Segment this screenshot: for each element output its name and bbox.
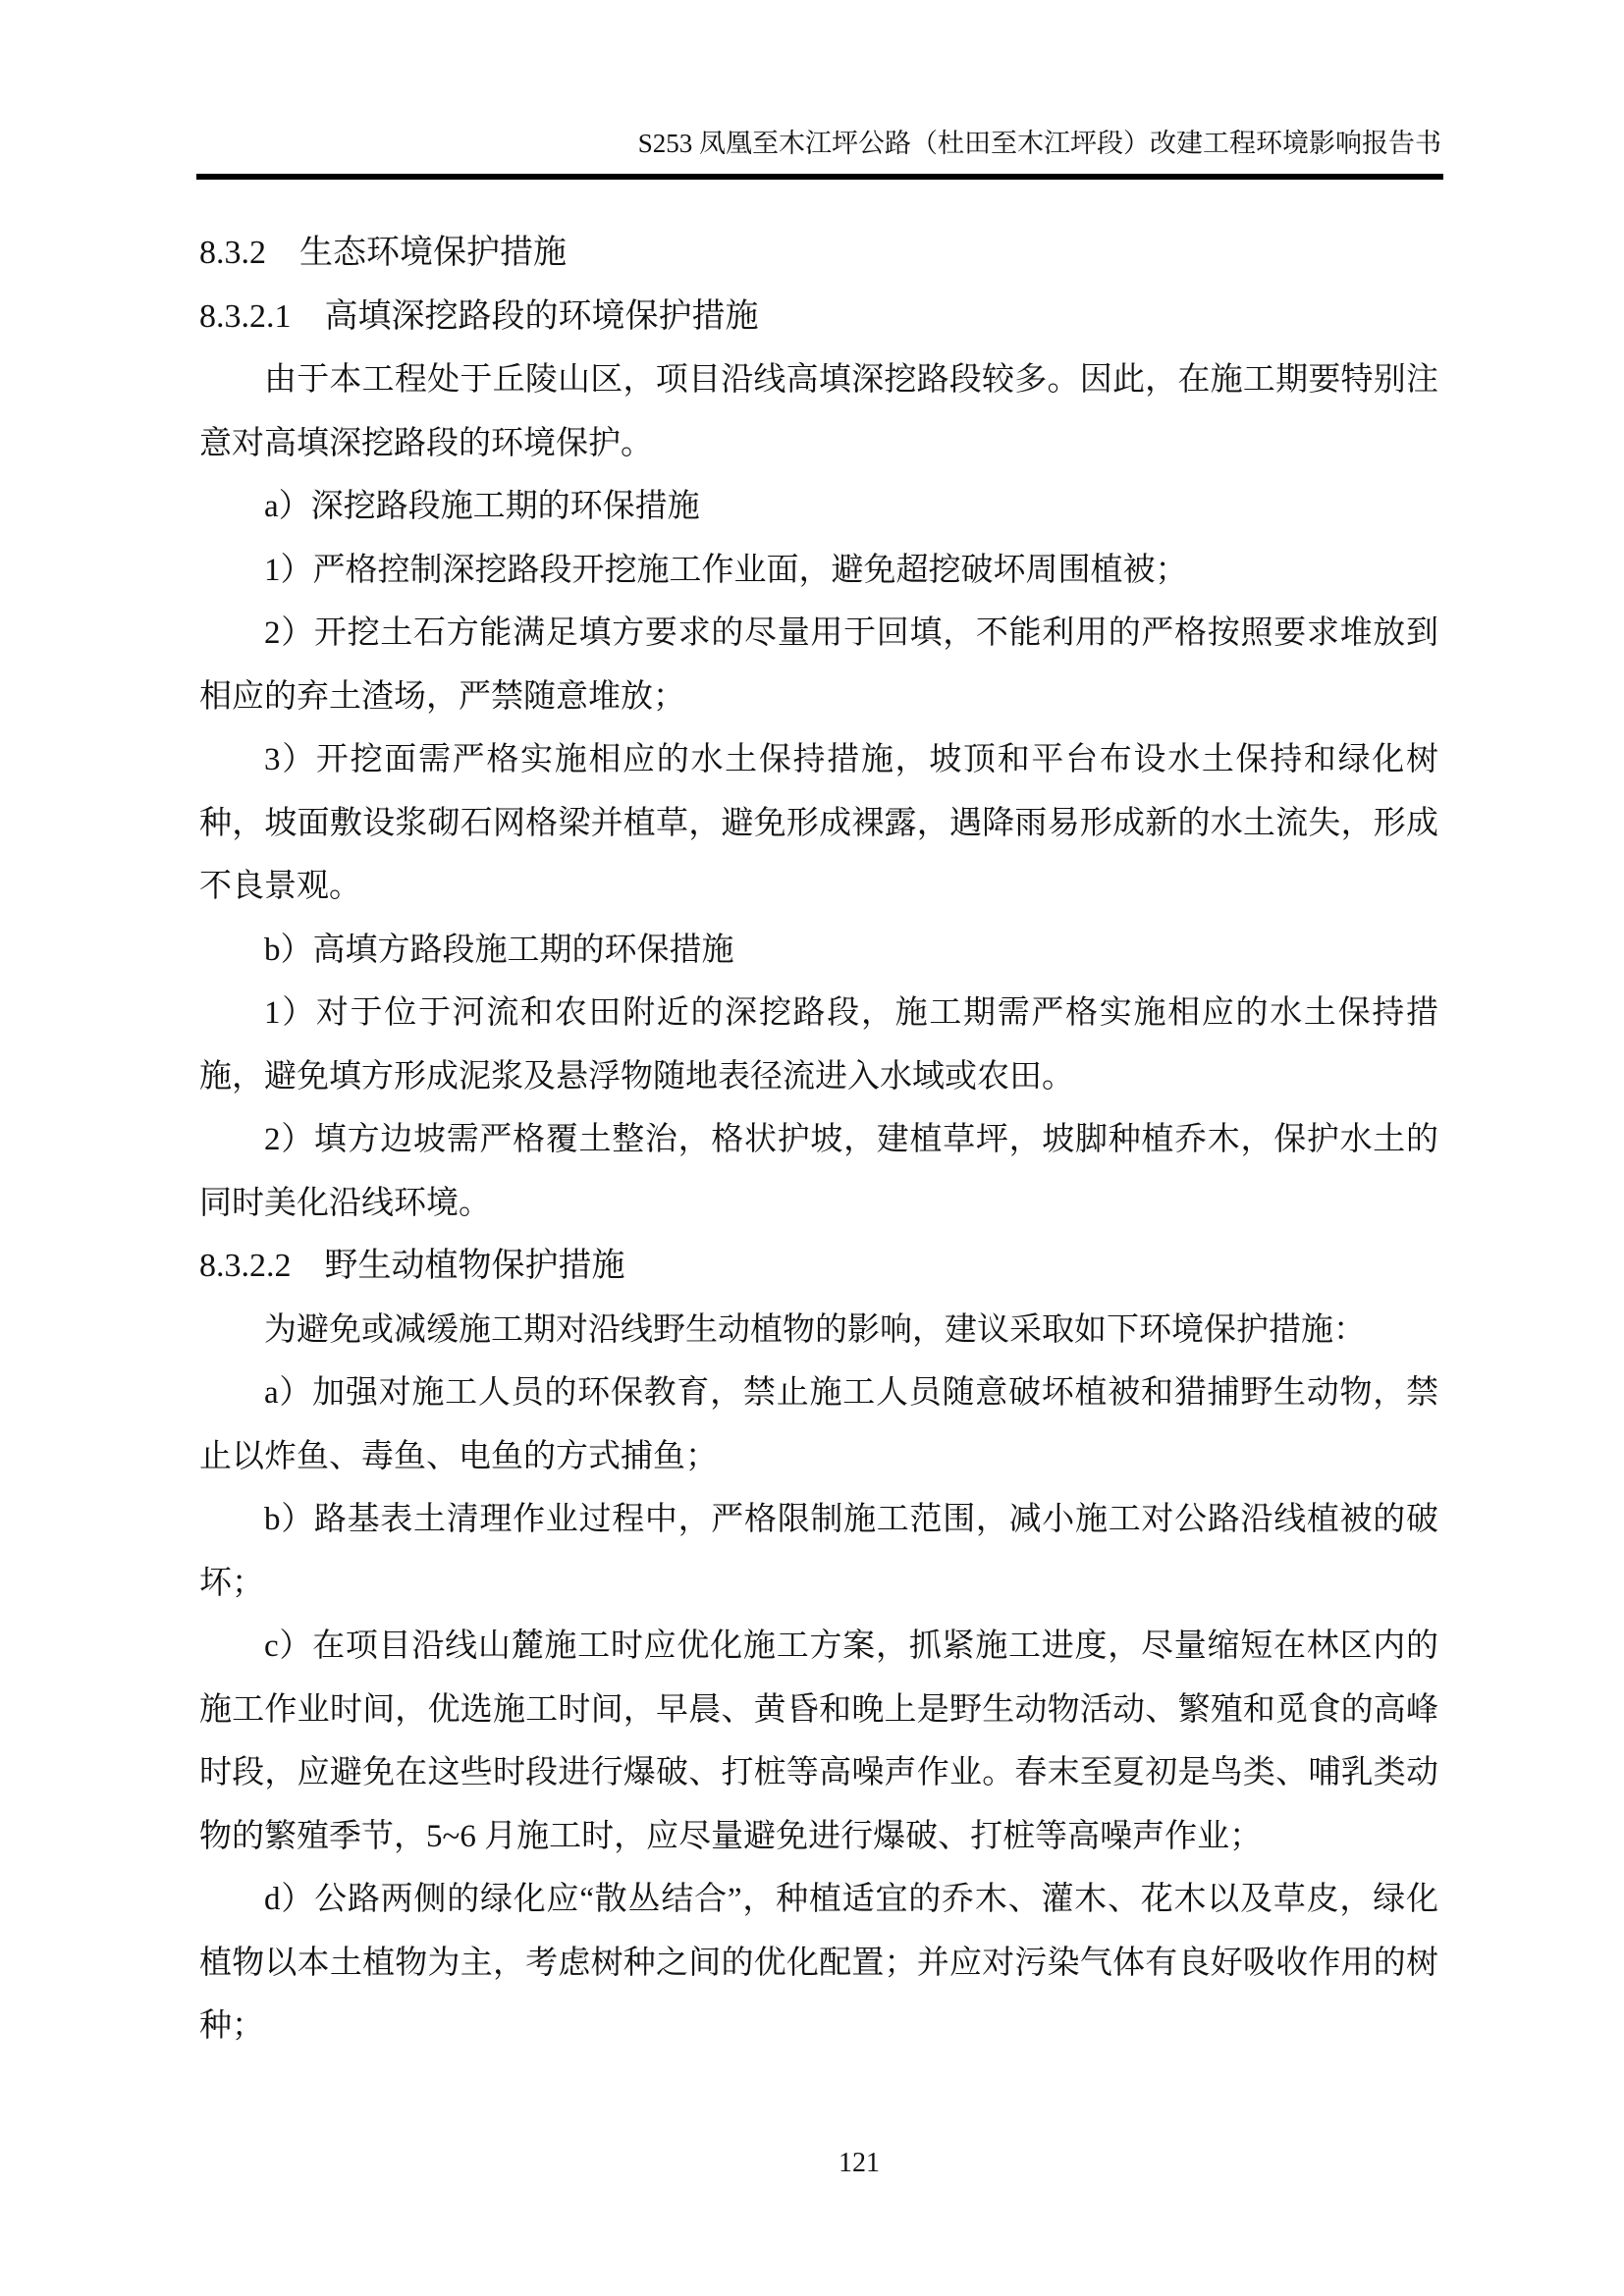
paragraph: a）加强对施工人员的环保教育，禁止施工人员随意破坏植被和猎捕野生动物，禁止以炸鱼、毒鱼、电鱼的方式捕鱼；	[199, 1375, 1438, 1474]
paragraph: b）高填方路段施工期的环保措施	[264, 932, 734, 968]
heading-number: 8.3.2.1	[199, 297, 292, 335]
heading-title: 野生动植物保护措施	[324, 1248, 625, 1284]
paragraph: 为避免或减缓施工期对沿线野生动植物的影响，建议采取如下环境保护措施：	[264, 1311, 1366, 1348]
section-heading-8-3-2-2	[199, 1235, 1438, 1299]
heading-number: 8.3.2	[199, 235, 266, 271]
heading-title: 高填深挖路段的环境保护措施	[324, 297, 759, 335]
paragraph: a）深挖路段施工期的环保措施	[264, 489, 700, 524]
paragraph: 1）对于位于河流和农田附近的深挖路段，施工期需严格实施相应的水土保持措施，避免填方形成泥浆及悬浮物随地表径流进入水域或农田。	[199, 995, 1438, 1095]
section-heading-8-3-2-1	[199, 286, 1438, 349]
paragraph: 1）严格控制深挖路段开挖施工作业面，避免超挖破坏周围植被；	[264, 552, 1188, 588]
paragraph: d）公路两侧的绿化应“散丛结合”，种植适宜的乔木、灌木、花木以及草皮，绿化植物以本土植物为主，考虑树种之间的优化配置；并应对污染气体有良好吸收作用的树种；	[199, 1882, 1438, 2044]
heading-title: 生态环境保护措施	[299, 235, 567, 271]
paragraph: 由于本工程处于丘陵山区，项目沿线高填深挖路段较多。因此，在施工期要特别注意对高填深挖路段的环境保护。	[199, 362, 1438, 461]
paragraph: c）在项目沿线山麓施工时应优化施工方案，抓紧施工进度，尽量缩短在林区内的施工作业时间，优选施工时间，早晨、黄昏和晚上是野生动物活动、繁殖和觅食的高峰时段，应避免在这些时段进行爆破、打桩等高噪声作业。春末至夏初是鸟类、哺乳类动物的繁殖季节，5~6 月施工时，应尽量避免进行爆破、打桩等高噪声作业；	[199, 1629, 1438, 1854]
page-number: 121	[839, 2148, 880, 2178]
paragraph: 2）开挖土石方能满足填方要求的尽量用于回填，不能利用的严格按照要求堆放到相应的弃土渣场，严禁随意堆放；	[199, 615, 1438, 715]
document-body	[199, 222, 1438, 2058]
section-heading-8-3-2	[199, 222, 1438, 286]
running-header-title: S253 凤凰至木江坪公路（杜田至木江坪段）改建工程环境影响报告书	[637, 129, 1441, 158]
paragraph: 2）填方边坡需严格覆土整治，格状护坡，建植草坪，坡脚种植乔木，保护水土的同时美化沿线环境。	[199, 1122, 1438, 1221]
paragraph: b）路基表土清理作业过程中，严格限制施工范围，减小施工对公路沿线植被的破坏；	[199, 1502, 1438, 1601]
paragraph: 3）开挖面需严格实施相应的水土保持措施，坡顶和平台布设水土保持和绿化树种，坡面敷设浆砌石网格梁并植草，避免形成裸露，遇降雨易形成新的水土流失，形成不良景观。	[199, 742, 1438, 904]
header-rule	[196, 174, 1443, 180]
heading-number: 8.3.2.2	[199, 1248, 292, 1284]
